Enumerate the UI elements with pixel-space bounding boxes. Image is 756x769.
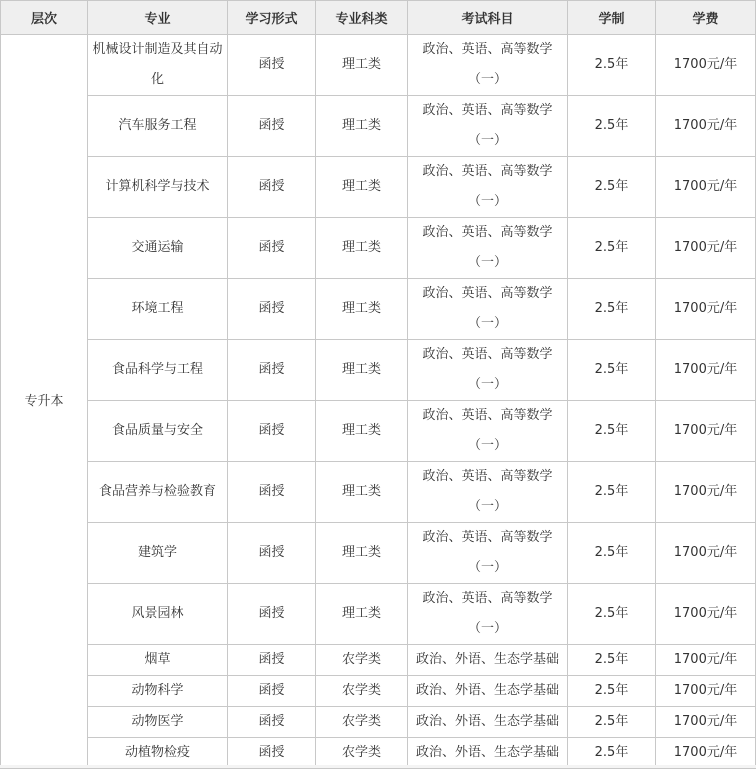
exam-cell: 政治、外语、生态学基础 xyxy=(408,645,568,676)
category-cell: 理工类 xyxy=(316,218,408,279)
tuition-cell: 1700元/年 xyxy=(656,157,756,218)
table-row xyxy=(1,279,756,340)
study-form-cell: 函授 xyxy=(228,676,316,707)
duration-cell: 2.5年 xyxy=(568,340,656,401)
study-form-cell: 函授 xyxy=(228,35,316,96)
tuition-cell: 1700元/年 xyxy=(656,738,756,769)
duration-cell: 2.5年 xyxy=(568,676,656,707)
category-cell: 农学类 xyxy=(316,738,408,769)
category-cell: 农学类 xyxy=(316,707,408,738)
tuition-cell: 1700元/年 xyxy=(656,523,756,584)
table-row xyxy=(1,523,756,584)
exam-cell: 政治、英语、高等数学（一） xyxy=(408,462,568,523)
level-cell: 专升本 xyxy=(1,35,88,769)
major-cell: 计算机科学与技术 xyxy=(88,157,228,218)
table-row xyxy=(1,584,756,645)
category-cell: 农学类 xyxy=(316,645,408,676)
study-form-cell: 函授 xyxy=(228,218,316,279)
exam-cell: 政治、英语、高等数学（一） xyxy=(408,340,568,401)
tuition-cell: 1700元/年 xyxy=(656,707,756,738)
table-row xyxy=(1,218,756,279)
header-study-form: 学习形式 xyxy=(228,1,316,35)
duration-cell: 2.5年 xyxy=(568,523,656,584)
duration-cell: 2.5年 xyxy=(568,738,656,769)
study-form-cell: 函授 xyxy=(228,96,316,157)
tuition-cell: 1700元/年 xyxy=(656,676,756,707)
table-row xyxy=(1,340,756,401)
table-row xyxy=(1,738,756,769)
duration-cell: 2.5年 xyxy=(568,462,656,523)
category-cell: 理工类 xyxy=(316,157,408,218)
major-cell: 动植物检疫 xyxy=(88,738,228,769)
duration-cell: 2.5年 xyxy=(568,157,656,218)
major-cell: 动物医学 xyxy=(88,707,228,738)
study-form-cell: 函授 xyxy=(228,401,316,462)
category-cell: 理工类 xyxy=(316,96,408,157)
table-row xyxy=(1,35,756,96)
exam-cell: 政治、英语、高等数学（一） xyxy=(408,157,568,218)
table-row xyxy=(1,462,756,523)
category-cell: 理工类 xyxy=(316,584,408,645)
header-tuition: 学费 xyxy=(656,1,756,35)
study-form-cell: 函授 xyxy=(228,738,316,769)
header-level: 层次 xyxy=(1,1,88,35)
major-cell: 汽车服务工程 xyxy=(88,96,228,157)
table-header-row xyxy=(1,1,756,35)
tuition-cell: 1700元/年 xyxy=(656,96,756,157)
study-form-cell: 函授 xyxy=(228,279,316,340)
header-exam-subjects: 考试科目 xyxy=(408,1,568,35)
category-cell: 理工类 xyxy=(316,35,408,96)
duration-cell: 2.5年 xyxy=(568,96,656,157)
tuition-cell: 1700元/年 xyxy=(656,340,756,401)
table-row xyxy=(1,707,756,738)
major-cell: 风景园林 xyxy=(88,584,228,645)
table-row xyxy=(1,157,756,218)
major-cell: 环境工程 xyxy=(88,279,228,340)
study-form-cell: 函授 xyxy=(228,707,316,738)
category-cell: 理工类 xyxy=(316,279,408,340)
major-cell: 动物科学 xyxy=(88,676,228,707)
category-cell: 理工类 xyxy=(316,523,408,584)
duration-cell: 2.5年 xyxy=(568,35,656,96)
major-cell: 交通运输 xyxy=(88,218,228,279)
study-form-cell: 函授 xyxy=(228,584,316,645)
exam-cell: 政治、外语、生态学基础 xyxy=(408,707,568,738)
exam-cell: 政治、英语、高等数学（一） xyxy=(408,96,568,157)
major-cell: 机械设计制造及其自动化 xyxy=(88,35,228,96)
major-cell: 食品营养与检验教育 xyxy=(88,462,228,523)
tuition-cell: 1700元/年 xyxy=(656,645,756,676)
duration-cell: 2.5年 xyxy=(568,707,656,738)
header-category: 专业科类 xyxy=(316,1,408,35)
duration-cell: 2.5年 xyxy=(568,401,656,462)
major-cell: 食品科学与工程 xyxy=(88,340,228,401)
duration-cell: 2.5年 xyxy=(568,645,656,676)
exam-cell: 政治、英语、高等数学（一） xyxy=(408,584,568,645)
major-cell: 建筑学 xyxy=(88,523,228,584)
study-form-cell: 函授 xyxy=(228,645,316,676)
tuition-cell: 1700元/年 xyxy=(656,462,756,523)
exam-cell: 政治、外语、生态学基础 xyxy=(408,738,568,769)
table-row xyxy=(1,96,756,157)
table-row xyxy=(1,676,756,707)
exam-cell: 政治、英语、高等数学（一） xyxy=(408,401,568,462)
duration-cell: 2.5年 xyxy=(568,279,656,340)
header-duration: 学制 xyxy=(568,1,656,35)
study-form-cell: 函授 xyxy=(228,462,316,523)
exam-cell: 政治、英语、高等数学（一） xyxy=(408,523,568,584)
table-row xyxy=(1,401,756,462)
exam-cell: 政治、英语、高等数学（一） xyxy=(408,218,568,279)
major-cell: 烟草 xyxy=(88,645,228,676)
tuition-cell: 1700元/年 xyxy=(656,35,756,96)
category-cell: 理工类 xyxy=(316,401,408,462)
category-cell: 理工类 xyxy=(316,340,408,401)
header-major: 专业 xyxy=(88,1,228,35)
study-form-cell: 函授 xyxy=(228,340,316,401)
exam-cell: 政治、英语、高等数学（一） xyxy=(408,279,568,340)
tuition-cell: 1700元/年 xyxy=(656,279,756,340)
tuition-cell: 1700元/年 xyxy=(656,218,756,279)
tuition-cell: 1700元/年 xyxy=(656,401,756,462)
major-cell: 食品质量与安全 xyxy=(88,401,228,462)
study-form-cell: 函授 xyxy=(228,157,316,218)
tuition-cell: 1700元/年 xyxy=(656,584,756,645)
table-row xyxy=(1,645,756,676)
duration-cell: 2.5年 xyxy=(568,584,656,645)
duration-cell: 2.5年 xyxy=(568,218,656,279)
exam-cell: 政治、英语、高等数学（一） xyxy=(408,35,568,96)
study-form-cell: 函授 xyxy=(228,523,316,584)
category-cell: 理工类 xyxy=(316,462,408,523)
category-cell: 农学类 xyxy=(316,676,408,707)
exam-cell: 政治、外语、生态学基础 xyxy=(408,676,568,707)
